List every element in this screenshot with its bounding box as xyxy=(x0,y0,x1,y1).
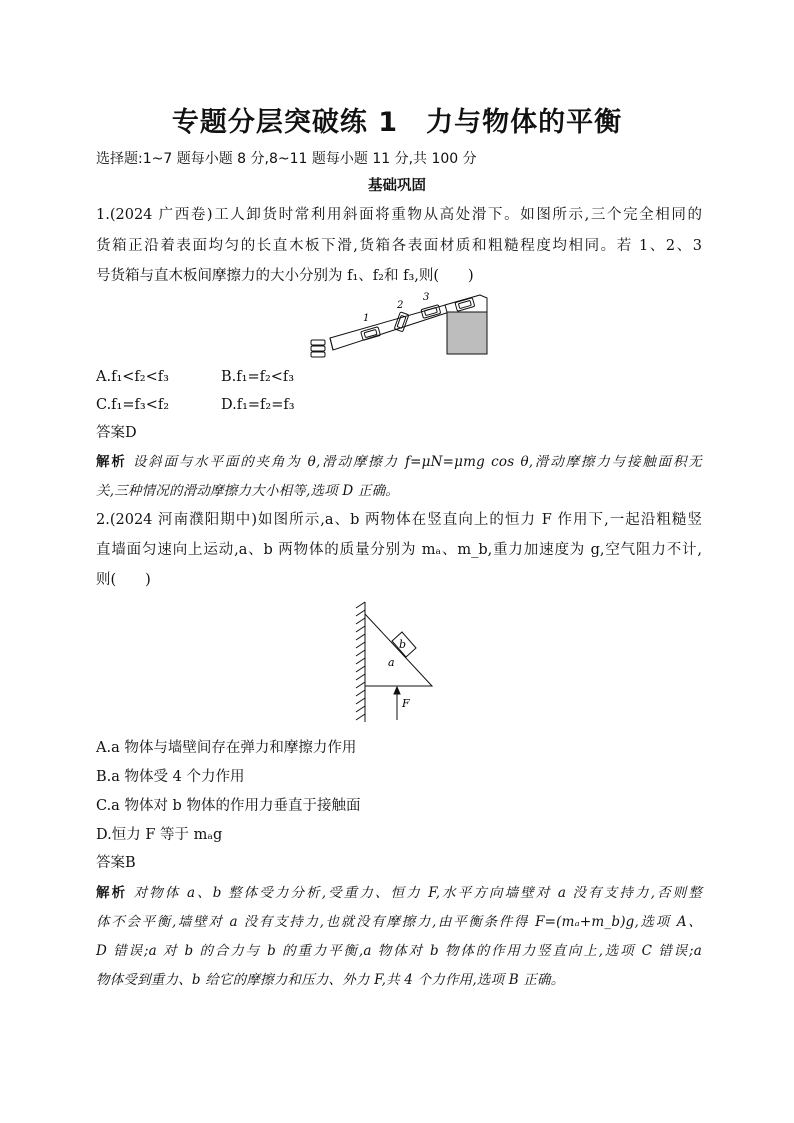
q1-option-c: C.f₁=f₃<f₂ xyxy=(96,397,170,413)
q1-option-d: D.f₁=f₂=f₃ xyxy=(221,397,295,413)
q2-stem-line-1: 2.(2024 河南濮阳期中)如图所示,a、b 两物体在竖直向上的恒力 F 作用下,一起沿粗糙竖 xyxy=(96,512,702,528)
stacked-boxes xyxy=(311,340,325,357)
q2-option-c: C.a 物体对 b 物体的作用力垂直于接触面 xyxy=(96,798,361,814)
q2-explain-line-2: 体不会平衡,墙壁对 a 没有支持力,也就没有摩擦力,由平衡条件得 F=(mₐ+m_b)g,选项 A、 xyxy=(96,914,702,930)
q2-answer-value: B xyxy=(125,855,136,871)
q1-answer-value: D xyxy=(125,425,137,441)
q1-option-b: B.f₁=f₂<f₃ xyxy=(221,369,295,385)
q2-explain-line-1: 解析 对物体 a、b 整体受力分析,受重力、恒力 F,水平方向墙壁对 a 没有支持力,否则整 xyxy=(96,885,702,901)
label-F: F xyxy=(402,697,410,710)
q2-explain-line-4: 物体受到重力、b 给它的摩擦力和压力、外力 F,共 4 个力作用,选项 B 正确。 xyxy=(96,972,565,988)
q2-stem-line-3: 则( ) xyxy=(96,572,151,588)
q2-explain-label: 解析 xyxy=(96,885,128,901)
label-b: b xyxy=(399,638,407,651)
q2-option-b: B.a 物体受 4 个力作用 xyxy=(96,769,245,785)
q2-stem-line-2: 直墙面匀速向上运动,a、b 两物体的质量分别为 mₐ、m_b,重力加速度为 g,空气阻力不计, xyxy=(96,542,702,558)
q2-option-d: D.恒力 F 等于 mₐg xyxy=(96,827,223,843)
q2-explain-line-3: D 错误;a 对 b 的合力与 b 的重力平衡,a 物体对 b 物体的作用力竖直向上,选项 C 错误;a xyxy=(96,943,702,959)
q2-answer-label: 答案 xyxy=(96,855,125,871)
q1-stem-line-1: 1.(2024 广西卷)工人卸货时常利用斜面将重物从高处滑下。如图所示,三个完全相同的 xyxy=(96,207,702,223)
q1-stem-line-3: 号货箱与直木板间摩擦力的大小分别为 f₁、f₂和 f₃,则( ) xyxy=(96,268,474,284)
q1-explain-line-1: 解析 设斜面与水平面的夹角为 θ,滑动摩擦力 f=μN=μmg cos θ,滑动摩擦力与接触面积无 xyxy=(96,454,702,470)
q1-incline-figure xyxy=(305,290,495,360)
q1-stem-line-2: 货箱正沿着表面均匀的长直木板下滑,货箱各表面材质和粗糙程度均相同。若 1、2、3 xyxy=(96,238,702,254)
box-label-2: 2 xyxy=(397,300,404,311)
wall-hatching xyxy=(356,602,365,720)
page-title: 专题分层突破练 1 力与物体的平衡 xyxy=(171,107,623,138)
support-block xyxy=(447,312,487,354)
label-a: a xyxy=(388,656,395,669)
q1-answer-label: 答案 xyxy=(96,425,125,441)
q1-option-a: A.f₁<f₂<f₃ xyxy=(96,369,169,385)
box-label-1: 1 xyxy=(363,313,370,324)
q1-explain-label: 解析 xyxy=(96,454,127,470)
box-label-3: 3 xyxy=(423,292,430,303)
q2-answer xyxy=(96,853,702,873)
q2-option-a: A.a 物体与墙壁间存在弹力和摩擦力作用 xyxy=(96,740,357,756)
q1-answer xyxy=(96,423,702,443)
section-heading: 基础巩固 xyxy=(368,178,426,194)
q1-explain-line-2: 关,三种情况的滑动摩擦力大小相等,选项 D 正确。 xyxy=(96,483,399,499)
intro-line: 选择题:1~7 题每小题 8 分,8~11 题每小题 11 分,共 100 分 xyxy=(96,151,477,167)
q2-wall-figure xyxy=(350,600,440,725)
